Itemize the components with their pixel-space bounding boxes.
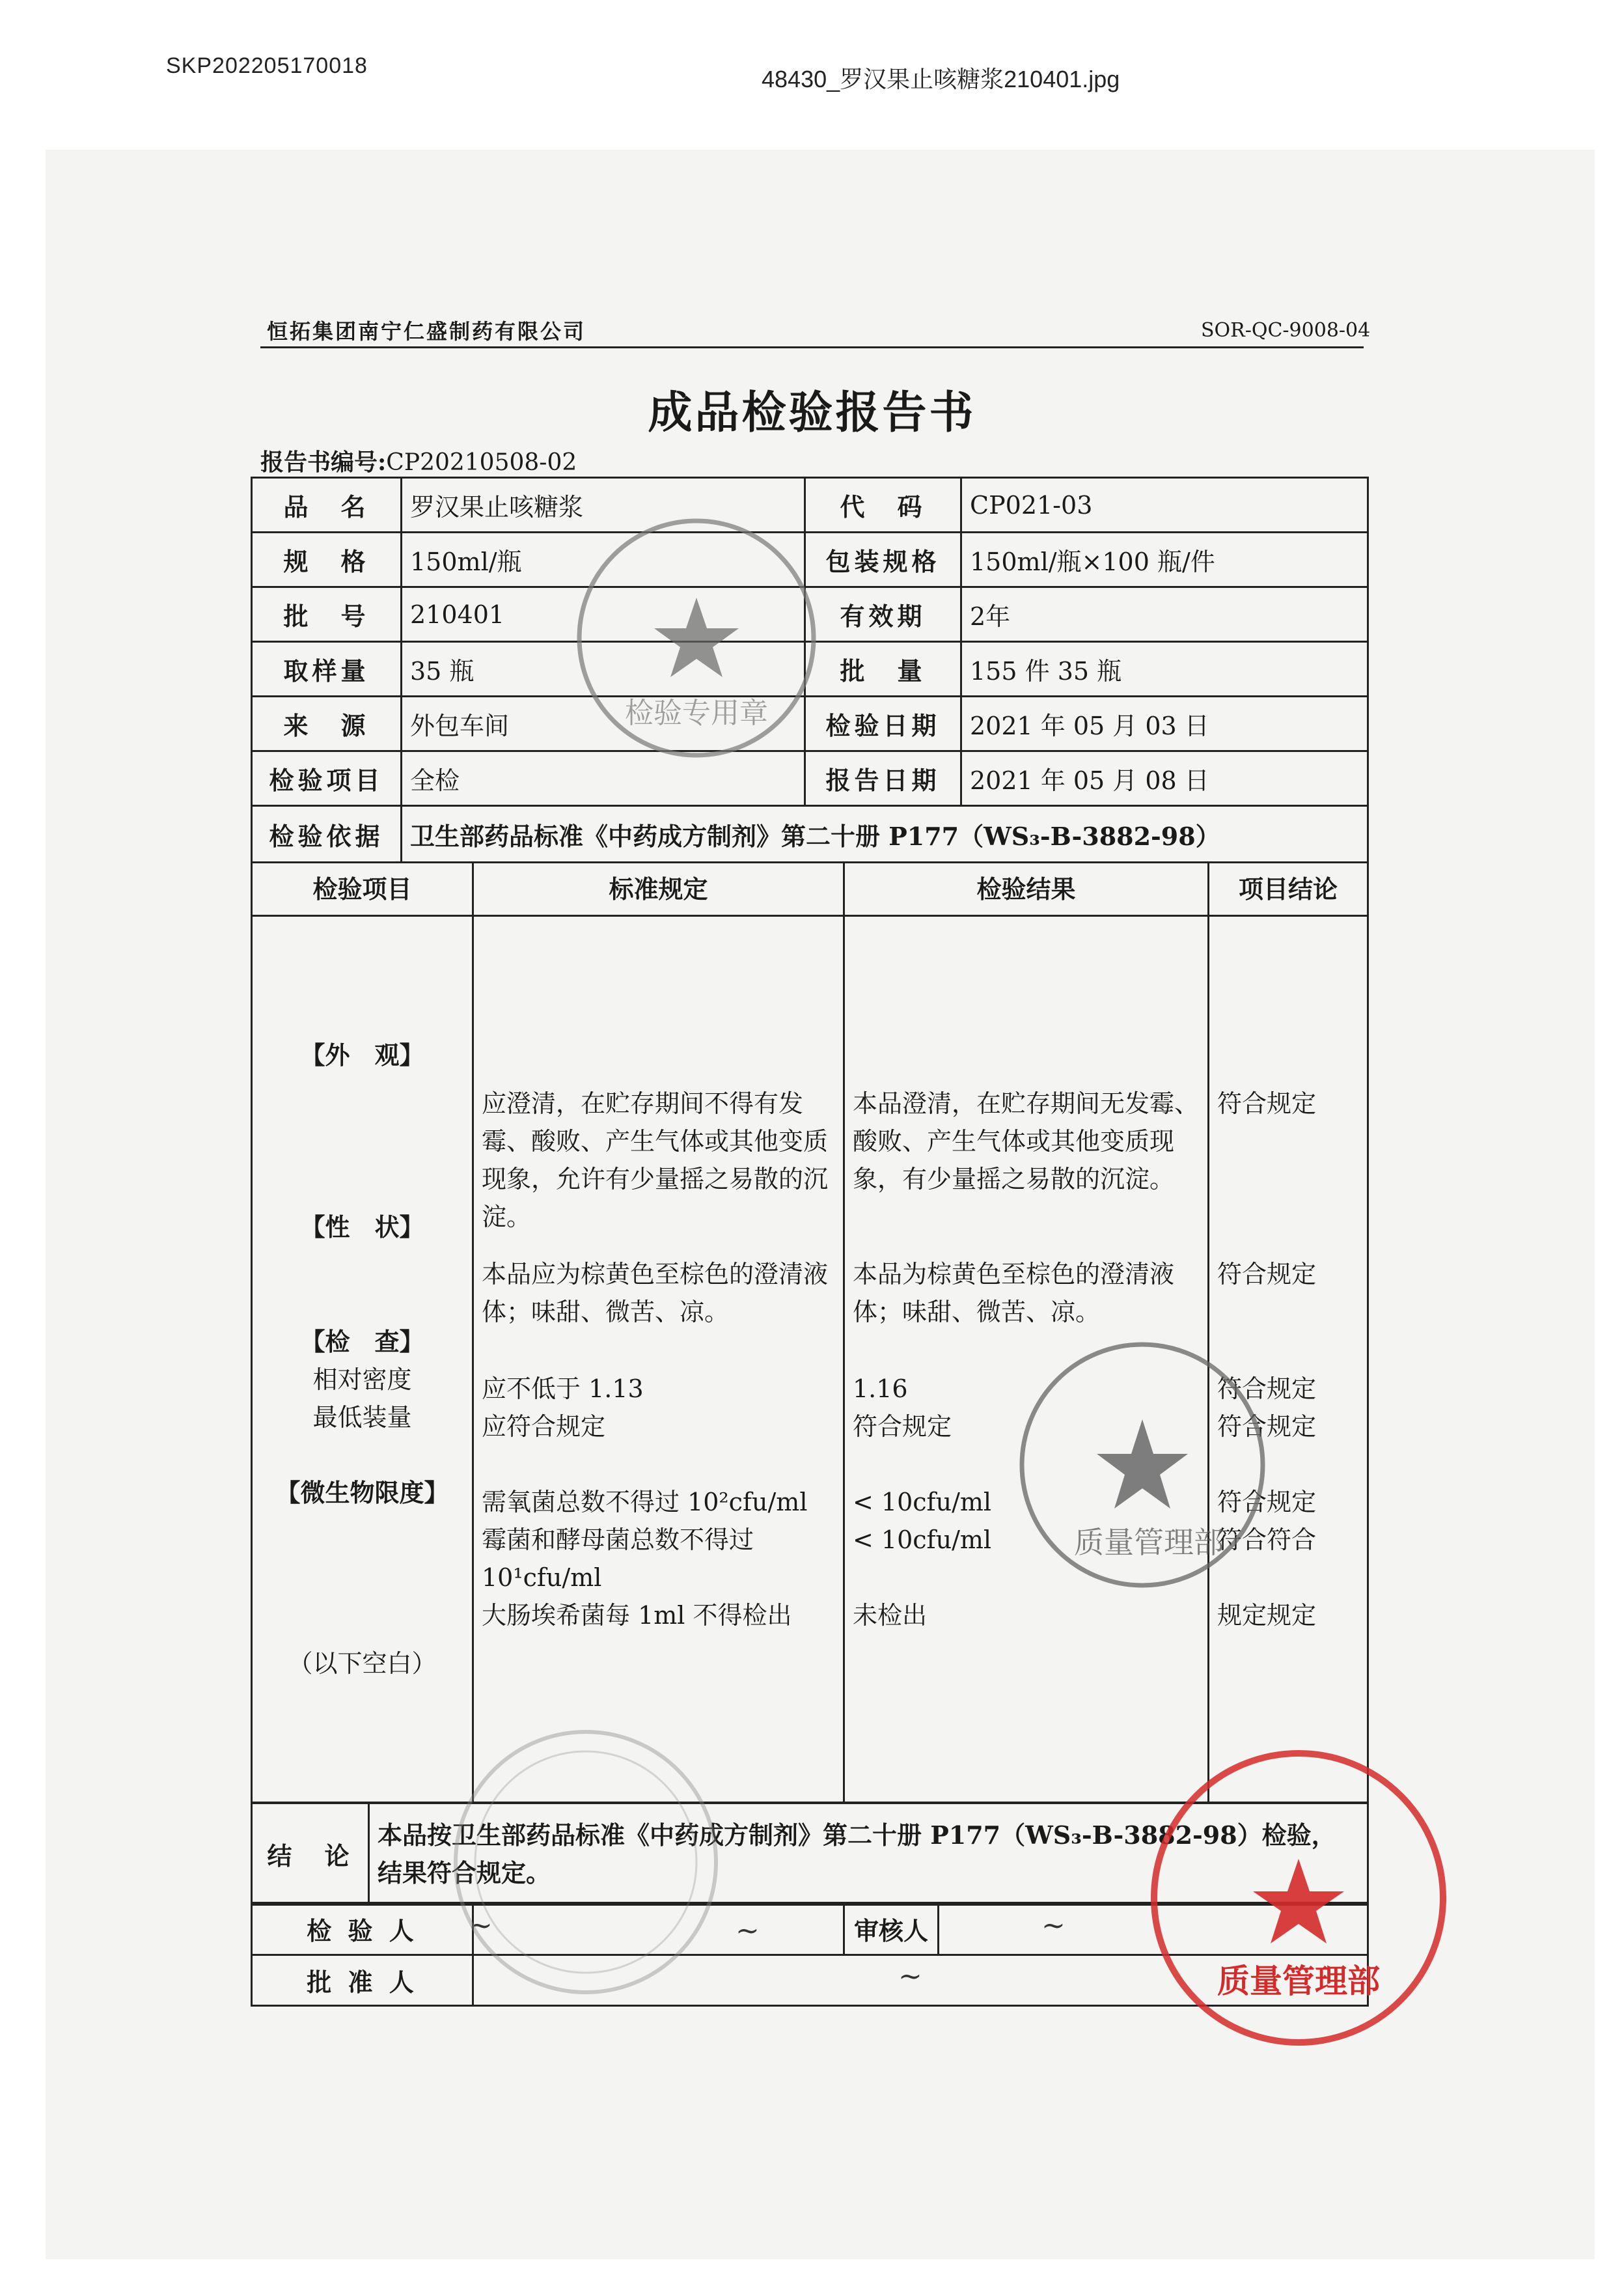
micro-conclusion-1: 符合规定 [1217,1487,1317,1516]
density-item: 相对密度 [312,1365,412,1394]
micro-result-1: < 10cfu/ml [853,1487,992,1516]
quality-dept-stamp-text: 质量管理部 [1074,1525,1224,1560]
inspect-date-label: 检验日期 [805,697,961,751]
blank-note: （以下空白） [288,1649,437,1678]
report-number-label: 报告书编号: [260,449,387,476]
density-standard: 应不低于 1.13 [482,1374,644,1403]
micro-result-3: 未检出 [853,1600,928,1630]
report-date-value: 2021 年 05 月 08 日 [961,751,1368,806]
conclusion-text: 本品按卫生部药品标准《中药成方制剂》第二十册 P177（WS₃-B-3882-98）检验，结果符合规定。 [369,1803,1368,1905]
item-value: 全检 [402,751,805,806]
micro-item: 【微生物限度】 [275,1477,449,1507]
batch-value: 210401 [402,587,805,642]
quality-dept-stamp [1015,1338,1269,1592]
spec-label: 规 格 [252,533,402,587]
inspector-signature-2: ~ [736,1914,760,1947]
doc-code: SOR-QC-9008-04 [1201,319,1371,342]
pack-label: 包装规格 [805,533,961,587]
col-header-standard: 标准规定 [473,863,844,916]
file-header-id: SKP202205170018 [166,53,368,78]
qty-value: 155 件 35 瓶 [961,642,1368,697]
density-result: 1.16 [853,1374,908,1403]
fill-standard: 应符合规定 [482,1412,606,1441]
inspection-stamp-text: 检验专用章 [625,697,768,730]
character-standard: 本品应为棕黄色至棕色的澄清液体；味甜、微苦、凉。 [482,1259,829,1326]
inspector-label: 检 验 人 [252,1903,473,1955]
micro-result-2: < 10cfu/ml [853,1525,992,1554]
basis-value: 卫生部药品标准《中药成方制剂》第二十册 P177（WS₃-B-3882-98） [402,806,1368,863]
col-header-item: 检验项目 [252,863,473,916]
appearance-standard: 应澄清，在贮存期间不得有发霉、酸败、产生气体或其他变质现象，允许有少量摇之易散的沉淀。 [482,1089,829,1231]
micro-conclusion-3: 规定规定 [1217,1600,1317,1630]
report-date-label: 报告日期 [805,751,961,806]
col-header-conclusion: 项目结论 [1209,863,1368,916]
standards-column [473,916,844,1803]
character-item: 【性 状】 [300,1212,424,1242]
sample-label: 取样量 [252,642,402,697]
report-number-value: CP20210508-02 [386,449,577,476]
fill-conclusion: 符合规定 [1217,1412,1317,1441]
company-red-stamp-text: 质量管理部 [1217,1962,1380,2000]
qty-label: 批 量 [805,642,961,697]
fill-result: 符合规定 [853,1412,952,1441]
basis-label: 检验依据 [252,806,402,863]
source-value: 外包车间 [402,697,805,751]
item-label: 检验项目 [252,751,402,806]
inspection-stamp [573,514,820,762]
micro-standard-3: 大肠埃希菌每 1ml 不得检出 [482,1600,792,1630]
appearance-result: 本品澄清，在贮存期间无发霉、酸败、产生气体或其他变质现象，有少量摇之易散的沉淀。 [853,1089,1200,1193]
header-rule [260,346,1364,348]
conclusion-label: 结 论 [252,1803,369,1905]
product-value: 罗汉果止咳糖浆 [402,478,805,533]
page-title: 成品检验报告书 [648,387,976,439]
density-conclusion: 符合规定 [1217,1374,1317,1403]
fill-item: 最低装量 [312,1402,412,1432]
character-result: 本品为棕黄色至棕色的澄清液体；味甜、微苦、凉。 [853,1259,1175,1326]
check-item: 【检 查】 [300,1326,424,1356]
micro-standard-2: 霉菌和酵母菌总数不得过 10¹cfu/ml [482,1525,754,1592]
expiry-value: 2年 [961,587,1368,642]
col-header-result: 检验结果 [844,863,1209,916]
approver-label: 批 准 人 [252,1955,473,2006]
micro-conclusion-2: 符合符合 [1217,1525,1317,1554]
inspect-date-value: 2021 年 05 月 03 日 [961,697,1368,751]
code-label: 代 码 [805,478,961,533]
report-number [260,444,577,477]
company-name: 恒拓集团南宁仁盛制药有限公司 [267,319,586,344]
file-header-filename: 48430_罗汉果止咳糖浆210401.jpg [762,66,1120,92]
appearance-conclusion: 符合规定 [1217,1089,1317,1118]
results-table [251,861,1369,1803]
product-label: 品 名 [252,478,402,533]
pack-value: 150ml/瓶×100 瓶/件 [961,533,1368,587]
batch-label: 批 号 [252,587,402,642]
micro-standard-1: 需氧菌总数不得过 10²cfu/ml [482,1487,808,1516]
sample-value: 35 瓶 [402,642,805,697]
source-label: 来 源 [252,697,402,751]
approver-signature: ~ [898,1960,922,1993]
company-red-stamp [1146,1745,1452,2051]
reviewer-signature: ~ [1041,1909,1066,1942]
character-conclusion: 符合规定 [1217,1259,1317,1288]
items-column [252,916,473,1803]
appearance-item: 【外 观】 [300,1040,424,1070]
inspector-signature-1: ~ [469,1909,493,1942]
faint-seal [449,1725,723,1999]
reviewer-label: 审核人 [844,1903,939,1955]
spec-value: 150ml/瓶 [402,533,805,587]
expiry-label: 有效期 [805,587,961,642]
code-value: CP021-03 [961,478,1368,533]
